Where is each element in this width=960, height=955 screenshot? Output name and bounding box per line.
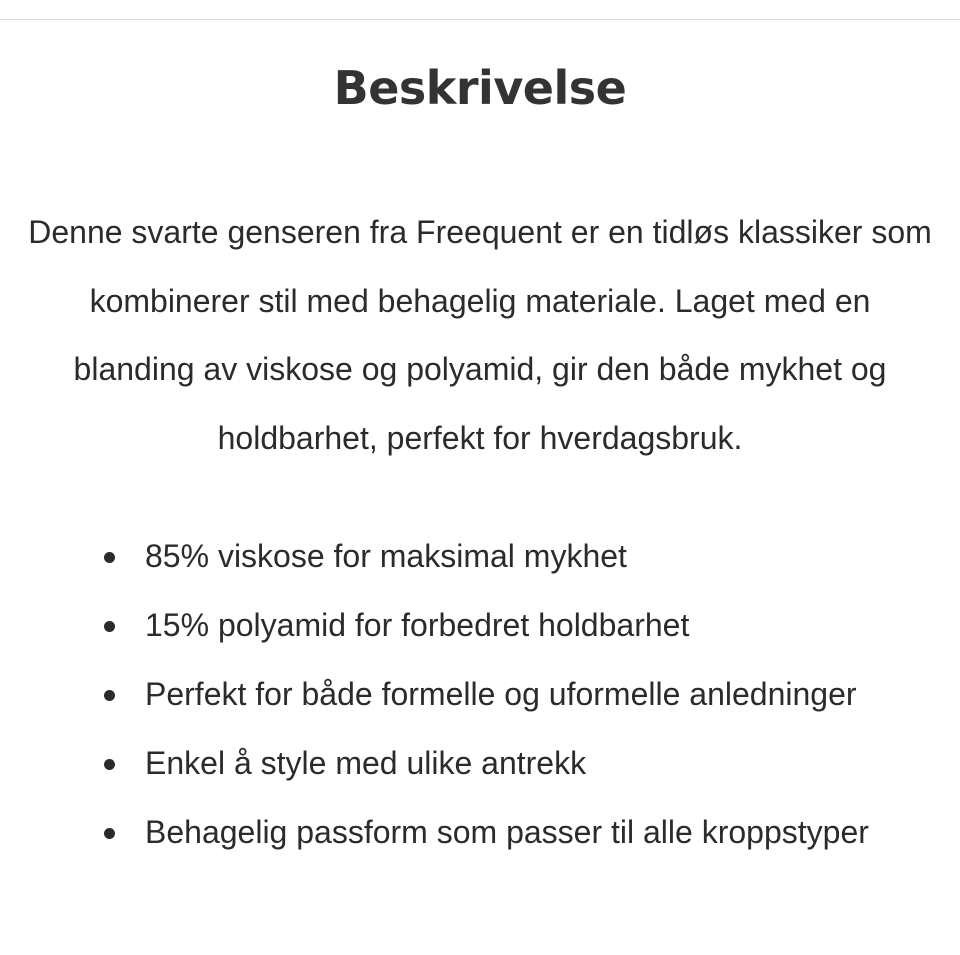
bullet-icon	[104, 759, 115, 770]
feature-text: 15% polyamid for forbedret holdbarhet	[145, 607, 690, 643]
feature-text: 85% viskose for maksimal mykhet	[145, 538, 627, 574]
bullet-icon	[104, 828, 115, 839]
feature-item	[0, 729, 960, 798]
feature-item	[0, 660, 960, 729]
feature-item	[0, 591, 960, 660]
bullet-icon	[104, 621, 115, 632]
description-line: kombinerer stil med behagelig materiale. Laget med en	[89, 282, 871, 319]
bullet-icon	[104, 552, 115, 563]
section-title: Beskrivelse	[333, 61, 627, 116]
feature-item	[0, 522, 960, 591]
description-line: Denne svarte genseren fra Freequent er en tidløs klassiker som	[28, 214, 932, 250]
feature-item	[0, 798, 960, 867]
feature-text: Perfekt for både formelle og uformelle anledninger	[145, 676, 857, 712]
top-divider	[0, 19, 960, 20]
description-line: blanding av viskose og polyamid, gir den både mykhet og	[73, 351, 887, 387]
description-line: holdbarhet, perfekt for hverdagsbruk.	[217, 419, 743, 456]
feature-text: Behagelig passform som passer til alle kroppstyper	[145, 814, 869, 850]
feature-list	[0, 522, 960, 867]
feature-text: Enkel å style med ulike antrekk	[145, 745, 587, 781]
product-description	[0, 198, 960, 472]
bullet-icon	[104, 690, 115, 701]
